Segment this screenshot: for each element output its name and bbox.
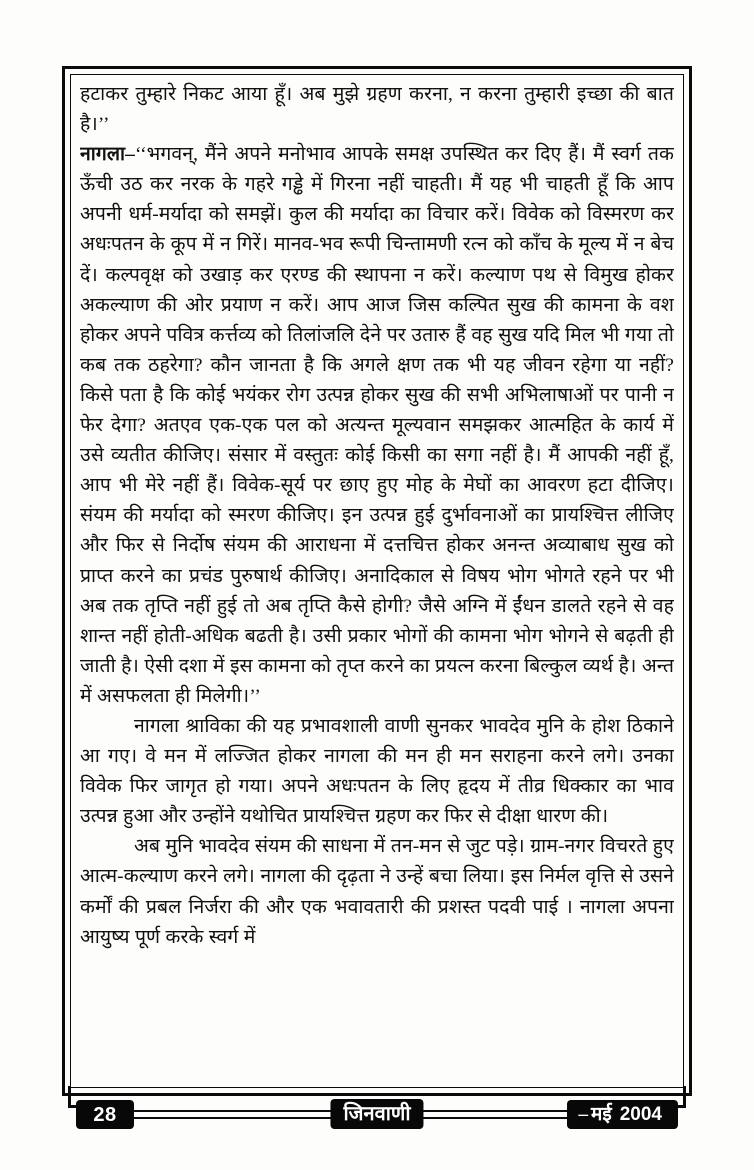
magazine-name-badge bbox=[330, 1099, 423, 1129]
paragraph-text: अब मुनि भावदेव संयम की साधना में तन-मन से जुट पड़े। ग्राम-नगर विचरते हुए आत्म-कल्याण करने लगे। नागला की दृढ़ता ने उन्हें बचा लिया। इस निर्मल वृत्ति से उसने कर्मों की प्रबल निर्जरा की और एक भवावतारी की प्रशस्त पदवी पाई । नागला अपना आयुष्य पूर्ण करके स्वर्ग में bbox=[80, 836, 674, 948]
issue-month-text: मई bbox=[591, 1104, 612, 1125]
text-column bbox=[80, 80, 674, 1084]
speaker-dash: – bbox=[125, 144, 135, 166]
paragraph-text: ‘‘भगवन्, मैंने अपने मनोभाव आपके समक्ष उपस्थित कर दिए हैं। मैं स्वर्ग तक ऊँची उठ कर नरक के गहरे गड्ढे में गिरना नहीं चाहती। मैं यह भी चाहती हूँ कि आप अपनी धर्म-मर्यादा को समझें। कुल की मर्यादा का विचार करें। विवेक को विस्मरण कर अधःपतन के कूप में न गिरें। मानव-भव रूपी चिन्तामणी रत्न को काँच के मूल्य में न बेच दें। कल्पवृक्ष को उखाड़ कर एरण्ड की स्थापना न करें। कल्याण पथ से विमुख होकर अकल्याण की ओर प्रयाण न करें। आप आज जिस कल्पित सुख की कामना के वश होकर अपने पवित्र कर्त्तव्य को तिलांजलि देने पर उतारु हैं वह सुख यदि मिल भी गया तो कब तक ठहरेगा? कौन जानता है कि अगले क्षण तक भी यह जीवन रहेगा या नहीं? किसे पता है कि कोई भयंकर रोग उत्पन्न होकर सुख की सभी अभिलाषाओं पर पानी न फेर देगा? अतएव एक-एक पल को अत्यन्त मूल्यवान समझकर आत्महित के कार्य में उसे व्यतीत कीजिए। संसार में वस्तुतः कोई किसी का सगा नहीं है। मैं आपकी नहीं हूँ, आप भी मेरे नहीं हैं। विवेक-सूर्य पर छाए हुए मोह के मेघों का आवरण हटा दीजिए। संयम की मर्यादा को स्मरण कीजिए। इन उत्पन्न हुई दुर्भावनाओं का प्रायश्चित्त लीजिए और फिर से निर्दोष संयम की आराधना में दत्तचित्त होकर अनन्त अव्याबाध सुख को प्राप्त करने का प्रचंड पुरुषार्थ कीजिए। अनादिकाल से विषय भोग भोगते रहने पर भी अब तक तृप्ति नहीं हुई तो अब तृप्ति कैसे होगी? जैसे अग्नि में ईंधन डालते रहने से वह शान्त नहीं होती-अधिक बढती है। उसी प्रकार भोगों की कामना भोग भोगने से बढ़ती ही जाती है। ऐसी दशा में इस कामना को तृप्त करने का प्रयत्न करना बिल्कुल व्यर्थ है। अन्त में असफलता ही मिलेगी।’’ bbox=[80, 144, 674, 707]
paragraph-text: हटाकर तुम्हारे निकट आया हूँ। अब मुझे ग्रहण करना, न करना तुम्हारी इच्छा की बात है।’’ bbox=[80, 84, 674, 136]
speaker-label: नागला bbox=[80, 144, 126, 166]
magazine-name-text: जिनवाणी bbox=[343, 1103, 411, 1125]
body-text bbox=[80, 80, 674, 953]
page-number-badge bbox=[76, 1100, 134, 1129]
paragraph-narration-2 bbox=[80, 832, 674, 952]
paragraph-narration-1 bbox=[80, 712, 674, 832]
issue-year-text: 2004 bbox=[619, 1104, 662, 1125]
paragraph-text: नागला श्राविका की यह प्रभावशाली वाणी सुनकर भावदेव मुनि के होश ठिकाने आ गए। वे मन में लज्जित होकर नागला की मन ही मन सराहना करने लगे। उनका विवेक फिर जागृत हो गया। अपने अधःपतन के लिए हृदय में तीव्र धिक्कार का भाव उत्पन्न हुआ और उन्होंने यथोचित प्रायश्चित्त ग्रहण कर फिर से दीक्षा धारण की। bbox=[80, 715, 674, 828]
page-number-text: 28 bbox=[93, 1103, 117, 1126]
paragraph-nagla-speech bbox=[80, 140, 674, 712]
page-footer bbox=[62, 1100, 692, 1130]
issue-date-badge bbox=[567, 1100, 678, 1129]
paragraph-continuation bbox=[80, 80, 674, 140]
issue-date-dash: – bbox=[578, 1104, 589, 1125]
